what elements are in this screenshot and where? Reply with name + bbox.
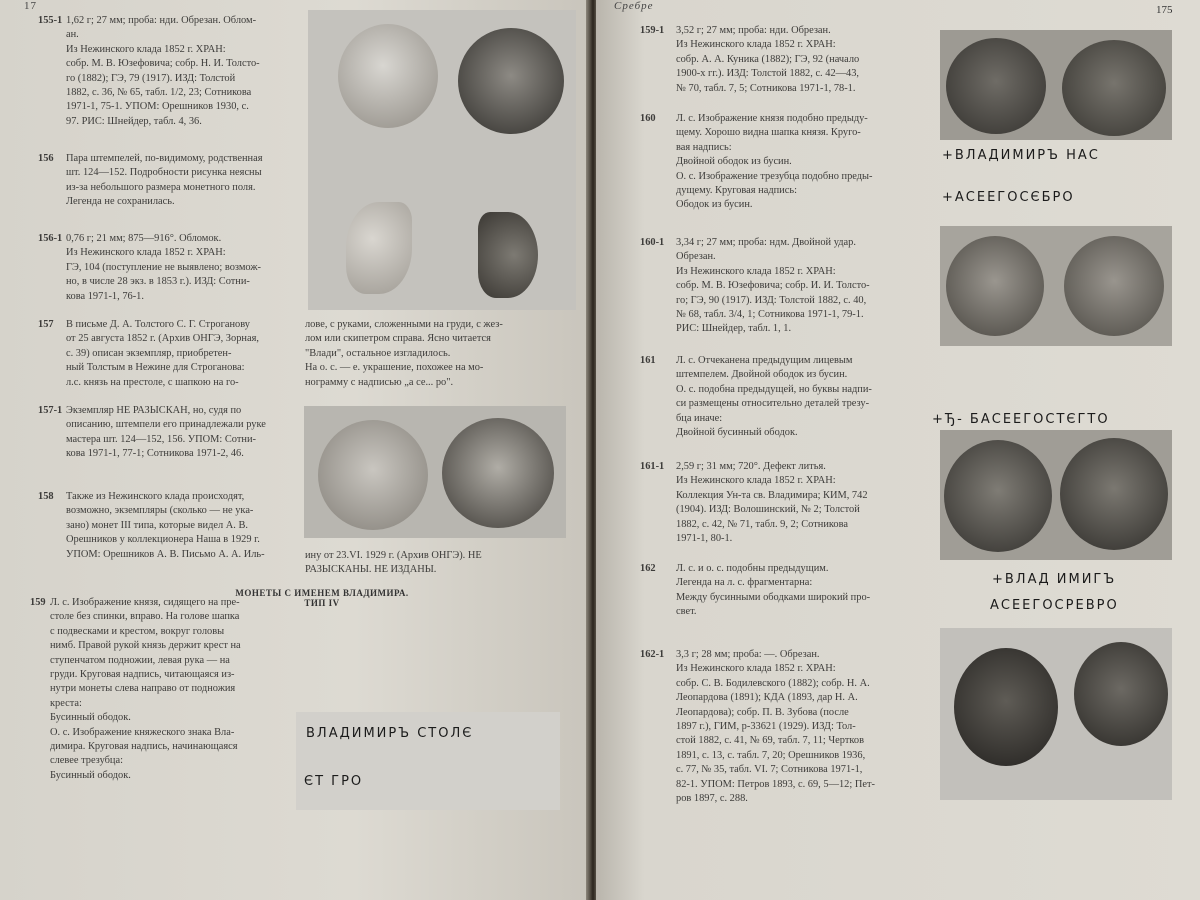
- entry-number: 161-1: [640, 461, 665, 472]
- coin-160-1-reverse-image: [1064, 236, 1164, 336]
- coin-158-reverse-image: [442, 418, 554, 528]
- coin-155-1-obverse-image: [338, 24, 438, 128]
- entry-text: В письме Д. А. Толстого С. Г. Строганову от 25 августа 1852 г. (Архив ОНГЭ, Зорная, с. 39) описан экземпляр, приобретен- ный Толстым в Нежине для Строганова: л.с. князь на престоле, с шапкою на го-: [66, 319, 259, 388]
- coin-162-1-reverse-image: [1074, 642, 1168, 746]
- entry-text: 1,62 г; 27 мм; проба: нди. Обрезан. Облом- ан. Из Нежинского клада 1852 г. ХРАН: собр. М. В. Юзефовича; собр. Н. И. Толсто- го (1882); ГЭ, 79 (1917). ИЗД: Толстой 1882, с. 36, № 65, табл. 1/2, 23; Сотникова 1971-1, 75-1. УПОМ: Орешников 1930, с. 97. РИС: Шнейдер, табл. 4, 36.: [66, 15, 260, 127]
- entry-number: 158: [38, 491, 54, 502]
- coin-161-1-obverse-image: [944, 440, 1052, 552]
- entry-157-1: [38, 404, 298, 466]
- coin-156-1-obverse-fragment: [346, 202, 412, 294]
- entry-number: 157-1: [38, 405, 63, 416]
- entry-157: [38, 318, 298, 393]
- entry-number: 159: [30, 597, 46, 608]
- entry-160: [640, 112, 930, 216]
- coin-photo-plate-155-156: [308, 10, 576, 310]
- entry-text: 2,59 г; 31 мм; 720°. Дефект литья. Из Нежинского клада 1852 г. ХРАН: Коллекция Ун-та св. Владимира; КИМ, 742 (1904). ИЗД: Волошинский, № 2; Толстой 1882, с. 42, № 71, табл. 9, 2; Сотникова 1971-1, 80-1.: [676, 461, 868, 545]
- right-page: [596, 0, 1200, 900]
- entry-number: 162: [640, 563, 656, 574]
- entry-number: 161: [640, 355, 656, 366]
- entry-161: [640, 354, 930, 444]
- entry-number: 155-1: [38, 15, 63, 26]
- entry-162: [640, 562, 930, 624]
- entry-text: 3,34 г; 27 мм; проба: ндм. Двойной удар. Обрезан. Из Нежинского клада 1852 г. ХРАН: собр. М. В. Юзефовича; собр. И. И. Толсто- го; ГЭ, 90 (1917). ИЗД: Толстой 1882, с. 40, № 68, табл. 3/4, 1; Сотникова 1971-1, 79-1. РИС: Шнейдер, табл. 1, 1.: [676, 237, 870, 335]
- coin-photo-159-1: [940, 30, 1172, 140]
- entry-text: 3,52 г; 27 мм; проба: нди. Обрезан. Из Нежинского клада 1852 г. ХРАН: собр. А. А. Куника (1882); ГЭ, 92 (начало 1900-х гг.). ИЗД: Толстой 1882, с. 42—43, № 70, табл. 7, 5; Сотникова 1971-1, 78-1.: [676, 25, 860, 94]
- coin-158-obverse-image: [318, 420, 428, 530]
- entry-number: 162-1: [640, 649, 665, 660]
- legend-drawing-panel: [296, 712, 560, 810]
- legend-line-2: ЄТ ГРО: [304, 774, 364, 789]
- entry-number: 160-1: [640, 237, 665, 248]
- coin-159-1-reverse-image: [1062, 40, 1166, 136]
- entry-text: Экземпляр НЕ РАЗЫСКАН, но, судя по описанию, штемпели его принадлежали руке мастера шт. 124—152, 156. УПОМ: Сотни- кова 1971-1, 77-1; Сотникова 1971-2, 46.: [66, 405, 266, 460]
- coin-156-1-reverse-fragment: [478, 212, 538, 298]
- section-subheading: ТИП IV: [304, 598, 340, 608]
- entry-number: 156-1: [38, 233, 63, 244]
- entry-text: 0,76 г; 21 мм; 875—916°. Обломок. Из Нежинского клада 1852 г. ХРАН: ГЭ, 104 (поступление не выявлено; возмож- но, в числе 28 экз. в 1853 г.). ИЗД: Сотни- кова 1971-1, 76-1.: [66, 233, 262, 302]
- entry-text: Также из Нежинского клада происходят, возможно, экземпляры (сколько — не ука- зано) монет III типа, которые видел А. В. Орешников у коллекционера Наша в 1929 г. УПОМ: Орешников А. В. Письмо А. А. Иль-: [66, 491, 265, 560]
- page-number: 175: [1156, 4, 1173, 16]
- legend-160-obverse: +ВЛАДИМИРЪ НАС: [942, 148, 1100, 163]
- entry-text: 3,3 г; 28 мм; проба: —. Обрезан. Из Нежинского клада 1852 г. ХРАН: собр. С. В. Бодилевского (1882); собр. Н. А. Леопардова (1891); КДА (1893, дар Н. А. Леопардова); собр. П. В. Зубова (после 1897 г.), ГИМ, р-33621 (1929). ИЗД: Тол- стой 1882, с. 41, № 69, табл. 7, 11; Чертков 1891, с. 13, с. табл. 7, 20; Орешников 1936, с. 77, № 35, табл. VI. 7; Сотникова 1971-1, 82-1. УПОМ: Петров 1893, с. 69, 5—12; Пет- ров 1897, с. 288.: [676, 649, 875, 805]
- entry-text: Пара штемпелей, по-видимому, родственная шт. 124—152. Подробности рисунка неясны из-за небольшого размера монетного поля. Легенда не сохранилась.: [66, 153, 263, 208]
- running-header: Сребре: [614, 0, 654, 12]
- coin-160-1-obverse-image: [946, 236, 1044, 336]
- entry-number: 157: [38, 319, 54, 330]
- legend-162-reverse: АСЕЕГОСРЕВРО: [990, 598, 1119, 613]
- left-page-header-mark: 17: [24, 0, 37, 12]
- coin-photo-162-1: [940, 628, 1172, 800]
- entry-number: 156: [38, 153, 54, 164]
- entry-text: Л. с. и о. с. подобны предыдущим. Легенда на л. с. фрагментарна: Между бусинными ободками широкий про- свет.: [676, 563, 871, 618]
- entry-162-1: [640, 648, 930, 810]
- coin-photo-160-1: [940, 226, 1172, 346]
- coin-159-1-obverse-image: [946, 38, 1046, 134]
- entry-155-1: [38, 14, 298, 134]
- entry-160-1: [640, 236, 930, 340]
- legend-line-1: ВЛАДИМИРЪ СТОЛЄ: [306, 726, 474, 741]
- entry-157-continuation: лове, с руками, сложенными на груди, с жез- лом или скипетром справа. Ясно читается "Влади", остальное изгладилось. На о. с. — е. украшение, похожее на мо- нограмму с надписью „а се... ро".: [305, 319, 503, 388]
- coin-162-1-obverse-image: [954, 648, 1058, 766]
- coin-photo-plate-158: [304, 406, 566, 538]
- coin-161-1-reverse-image: [1060, 438, 1168, 550]
- entry-161-1: [640, 460, 930, 550]
- legend-160-reverse: +АСЕЕГОСЄБРО: [942, 190, 1075, 205]
- entry-number: 159-1: [640, 25, 665, 36]
- entry-158: [38, 490, 298, 565]
- entry-159-1: [640, 24, 930, 99]
- coin-photo-161-1: [940, 430, 1172, 560]
- section-heading: МОНЕТЫ С ИМЕНЕМ ВЛАДИМИРА.: [235, 588, 409, 598]
- coin-155-1-reverse-image: [458, 28, 564, 134]
- left-page: [0, 0, 590, 900]
- entry-158-continuation: ину от 23.VI. 1929 г. (Архив ОНГЭ). НЕ РАЗЫСКАНЫ. НЕ ИЗДАНЫ.: [305, 550, 482, 576]
- legend-162-obverse: +ВЛАД ИМИГЪ: [992, 572, 1117, 587]
- entry-159: [30, 596, 292, 796]
- entry-text: Л. с. Отчеканена предыдущим лицевым штемпелем. Двойной ободок из бусин. О. с. подобна предыдущей, но буквы надпи- си размещены относительно деталей трезу- бца иначе: Двойной бусинный ободок.: [676, 355, 872, 439]
- entry-text: Л. с. Изображение князя, сидящего на пре- столе без спинки, вправо. На голове шапка с подвесками и крестом, вокруг головы нимб. Правой рукой князь держит крест на ступенчатом подножии, левая рука — на груди. Круговая надпись, читающаяся из- нутри монеты слева направо от подножия креста: Бусинный ободок. О. с. Изображение княжеского знака Вла- димира. Круговая надпись, начинающаяся слевее трезубца: Бусинный ободок.: [50, 597, 241, 781]
- entry-156: [38, 152, 298, 214]
- entry-text: Л. с. Изображение князя подобно предыду- щему. Хорошо видна шапка князя. Круго- вая надпись: Двойной ободок из бусин. О. с. Изображение трезубца подобно преды- дущему. Круговая надпись: Ободок из бусин.: [676, 113, 873, 211]
- legend-161: +Ђ- БАСЕЕГОСТЄГТО: [932, 412, 1110, 427]
- entry-number: 160: [640, 113, 656, 124]
- entry-156-1: [38, 232, 298, 307]
